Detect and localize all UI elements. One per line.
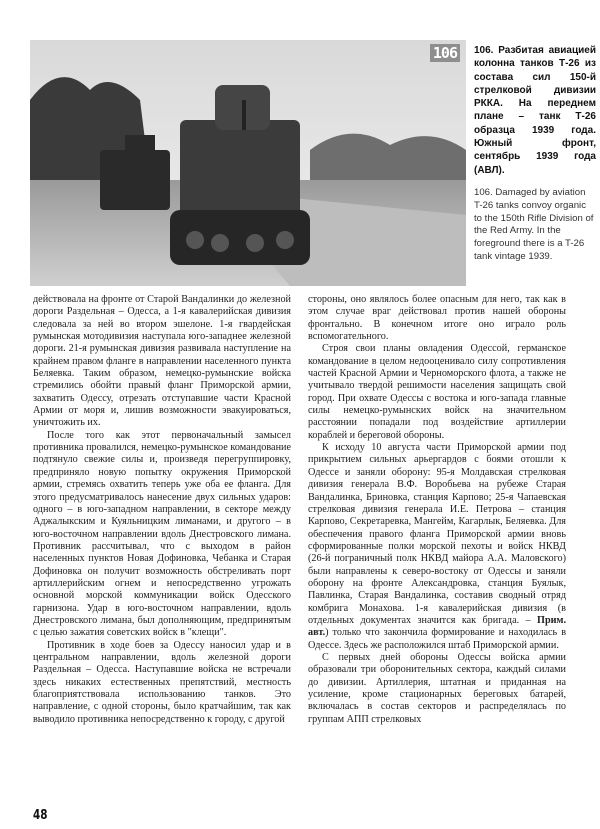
paragraph: действовала на фронте от Старой Вандалинки до железной дороги Раздельная – Одесса, а 1-я кавалерийская дивизия следовала за ней во втором эшелоне. 1-я гвардейская румынская мотодивизия наступала юго-западнее железной дороги. 21-я румынская дивизия развивала наступление на крайнем правом фланге в направлении населенного пункта Беляевка. Таким образом, немецко-румынские войска стремились обойти правый фланг Приморской армии, захватить Одессу, отрезать отступавшие части Красной Армии от моря и, лишив возможности эвакуироваться, уничтожить их.: [33, 294, 291, 429]
photo-caption-english: 106. Damaged by aviation T-26 tanks convoy organic to the 150th Rifle Division of the Red Army. In the foreground there is a T-26 tank vintage 1939.: [474, 186, 594, 262]
paragraph-text: К исходу 10 августа части Приморской армии под прикрытием сильных арьергардов с боями отошли к Одессе и заняли оборону: 95-я Молдавская стрелковая дивизия генерала В.Ф. Воробьева на рубеже Старая Вандалинка, Бриновка, станция Карпово; 25-я Чапаевская стрелковая дивизия генерала И.Е. Петрова – станция Карпово, Секретаревка, Мангейм, Кагарлык, Беляевка. Для обеспечения правого фланга Приморской армии вновь сформированные полки морской пехоты и войск НКВД (26-й пограничный полк НКВД майора А.А. Маловского) были направлены к северо-востоку от Одессы и заняли оборону на фронте Александровка, станция Буялык, Павлинка, Старая Вандалинка, составив сводный отряд комбрига Монахова. 1-я кавалерийская дивизия (в отдельных документах значится как бригада. –: [308, 442, 566, 626]
tank-photo-image: [30, 40, 466, 286]
photo-destroyed-tank-column: [30, 40, 466, 286]
paragraph: Строя свои планы овладения Одессой, германское командование в целом недооценивало силу сопротивления частей Красной Армии и Черноморского флота, а также не учитывало твердой решимости населения защищать свой город. При охвате Одессы с востока и юго-запада главные силы немецко-румынских войск на значительном расстоянии попадали под воздействие артиллерии кораблей и береговой обороны.: [308, 343, 566, 441]
photo-caption-russian: 106. Разбитая авиацией колонна танков Т-26 из состава сил 150-й стрелковой дивизии РККА. На переднем плане – танк Т-26 образца 1939 года. Южный фронт, сентябрь 1939 года (АВЛ).: [474, 45, 596, 176]
photo-captions: [474, 44, 596, 264]
paragraph: Противник в ходе боев за Одессу наносил удар и в центральном направлении, вдоль железной дороги Раздельная – Одесса. Наступавшие войска не встречали здесь никаких естественных препятствий, местность благоприятствовала использованию танков. Это направление, с одной стороны, было кратчайшим, так как выводило противника непосредственно к городу, с другой: [33, 639, 291, 725]
photo-number-badge: 106: [430, 44, 460, 62]
paragraph: [308, 442, 566, 652]
page-number: 48: [33, 808, 48, 823]
author-note: Прим. авт.: [308, 614, 566, 639]
paragraph: После того как этот первоначальный замысел противника провалился, немецко-румынское командование подтянуло свежие силы и, произведя перегруппировку, предприняло новую попытку окружения Приморской армии, стремясь охватить теперь уже оба ее фланга. Для этого предусматривалось нанесение двух сильных ударов: одного – в юго-западном направлении, в секторе между Аджалыкским и Куяльницким лиманами, и другого – в юго-восточном направлении вдоль Днестровского лимана. Противник рассчитывал, что с выходом в район населенных пунктов Новая Дофиновка, Чебанка и Старая Дофиновка он получит возможность обстреливать порт артиллерийским огнем и непосредственно угрожать основной морской коммуникации войск Одесского гарнизона. Удар в юго-восточном направлении, вдоль Днестровского лимана, был дополняющим, предпринятым с целью зажатия советских войск в "клещи".: [33, 429, 291, 639]
paragraph-text: ) только что закончила формирование и находилась в Одессе. Здесь же расположился штаб Приморской армии.: [308, 627, 566, 651]
paragraph: стороны, оно являлось более опасным для него, так как в этом случае враг действовал против нашей обороны фронтально. В конечном итоге оно играло роль вспомогательного.: [308, 294, 566, 343]
text-column-left: [33, 294, 291, 726]
text-column-right: [308, 294, 566, 726]
paragraph: С первых дней обороны Одессы войска армии образовали три оборонительных сектора, каждый силами до дивизии. Артиллерия, штатная и приданная на усиление, кроме стационарных береговых батарей, включалась в состав секторов и распределялась по группам АПП стрелковых: [308, 651, 566, 725]
